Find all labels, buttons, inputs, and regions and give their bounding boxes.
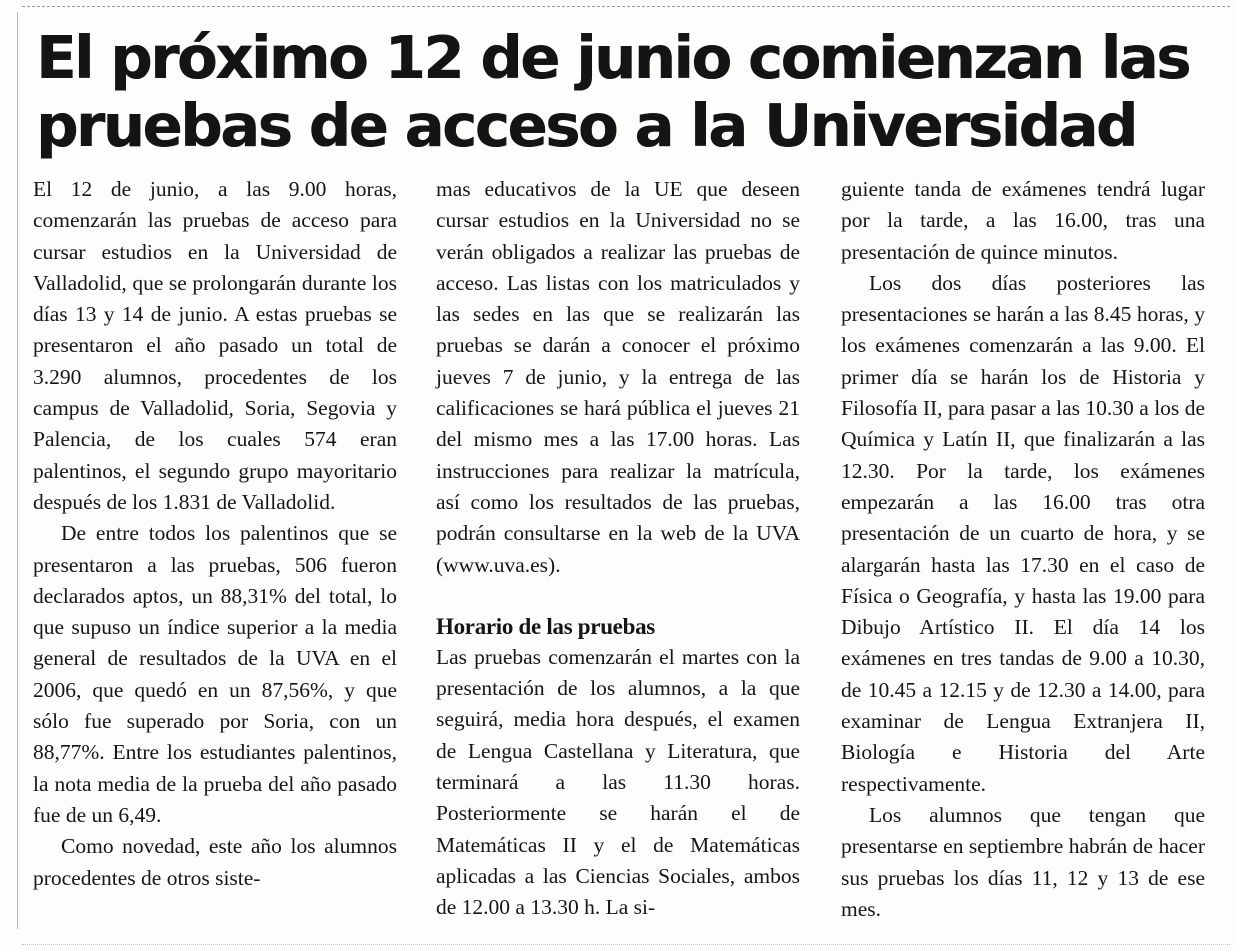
headline-line-1: El próximo 12 de junio comienzan las [36, 23, 1190, 92]
col1-paragraph-1: El 12 de junio, a las 9.00 horas, comenzarán las pruebas de acceso para cursar estudios en la Universidad de Valladolid, que se prolongarán durante los días 13 y 14 de junio. A estas pruebas se presentaron el año pasado un total de 3.290 alumnos, procedentes de los campus de Valladolid, Soria, Segovia y Palencia, de los cuales 574 eran palentinos, el segundo grupo mayoritario después de los 1.831 de Valladolid. [33, 177, 397, 514]
col3-paragraph-1: guiente tanda de exámenes tendrá lugar por la tarde, a las 16.00, tras una presentación de quince minutos. [841, 177, 1205, 264]
bottom-page-rule [22, 944, 1230, 945]
col2-paragraph-2: Las pruebas comenzarán el martes con la presentación de los alumnos, a la que seguirá, media hora después, el examen de Lengua Castellana y Literatura, que terminará a las 11.30 horas. Posteriormente se harán el de Matemáticas II y el de Matemáticas aplicadas a las Ciencias Sociales, ambos de 12.00 a 13.30 h. La si- [436, 644, 800, 920]
col2-paragraph-1: mas educativos de la UE que deseen cursar estudios en la Universidad no se verán obligados a realizar las pruebas de acceso. Las listas con los matriculados y las sedes en las que se realizarán las pruebas se darán a conocer el próximo jueves 7 de junio, y la entrega de las calificaciones se hará pública el jueves 21 del mismo mes a las 17.00 horas. Las instrucciones para realizar la matrícula, así como los resultados de las pruebas, podrán consultarse en la web de la UVA (www.uva.es). [436, 177, 800, 577]
article-column-1 [33, 174, 397, 894]
col1-paragraph-3: Como novedad, este año los alumnos procedentes de otros siste- [33, 834, 397, 890]
article-headline [36, 24, 1226, 160]
article-column-3 [841, 174, 1205, 925]
col3-paragraph-3: Los alumnos que tengan que presentarse en septiembre habrán de hacer sus pruebas los días 11, 12 y 13 de ese mes. [841, 802, 1205, 921]
left-page-rule [17, 12, 18, 929]
col1-paragraph-2: De entre todos los palentinos que se presentaron a las pruebas, 506 fueron declarados aptos, un 88,31% del total, lo que supuso un índice superior a la media general de resultados de la UVA en el 2006, que quedó en un 87,56%, y que sólo fue superado por Soria, con un 88,77%. Entre los estudiantes palentinos, la nota media de la prueba del año pasado fue de un 6,49. [33, 521, 397, 827]
top-page-rule [22, 6, 1230, 7]
headline-line-2: pruebas de acceso a la Universidad [36, 91, 1136, 160]
col3-paragraph-2: Los dos días posteriores las presentaciones se harán a las 8.45 horas, y los exámenes comenzarán a las 9.00. El primer día se harán los de Historia y Filosofía II, para pasar a las 10.30 a los de Química y Latín II, que finalizarán a las 12.30. Por la tarde, los exámenes empezarán a las 16.00 tras otra presentación de un cuarto de hora, y se alargarán hasta las 17.30 en el caso de Física o Geografía, y hasta las 19.00 para Dibujo Artístico II. El día 14 los exámenes en tres tandas de 9.00 a 10.30, de 10.45 a 12.15 y de 12.30 a 14.00, para examinar de Lengua Extranjera II, Biología e Historia del Arte respectivamente. [841, 270, 1205, 796]
article-column-2 [436, 174, 800, 924]
section-subheading: Horario de las pruebas [436, 613, 655, 639]
